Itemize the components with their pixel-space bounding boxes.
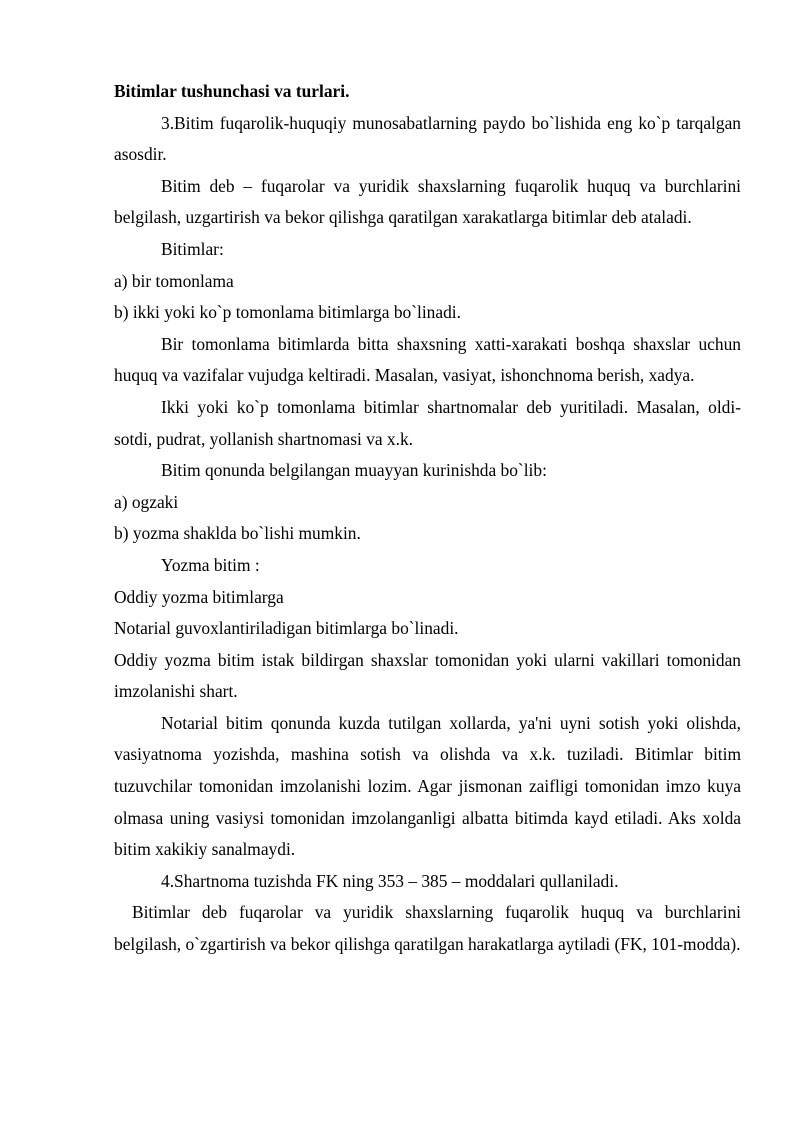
paragraph-1: 3.Bitim fuqarolik-huquqiy munosabatlarning paydo bo`lishida eng ko`p tarqalgan asosdir. — [114, 112, 741, 165]
paragraph-9: Notarial bitim qonunda kuzda tutilgan xollarda, ya'ni uyni sotish yoki olishda, vasiyatnoma yozishda, mashina sotish va olishda va x.k. tuziladi. Bitimlar bitim tuzuvchilar tomonidan imzolanishi lozim. Agar jismonan zaifligi tomonidan imzo kuya olmasa uning vasiysi tomonidan imzolanganligi albatta bitimda kayd etiladi. Aks xolda bitim xakikiy sanalmaydi. — [114, 712, 741, 860]
document-title: Bitimlar tushunchasi va turlari. — [114, 81, 350, 101]
paragraph-3: Bitimlar: — [161, 238, 224, 259]
paragraph-4: Bir tomonlama bitimlarda bitta shaxsning xatti-xarakati boshqa shaxslar uchun huquq va vazifalar vujudga keltiradi. Masalan, vasiyat, ishonchnoma berish, xadya. — [114, 333, 741, 386]
document-page — [114, 76, 741, 961]
list-item-a-oral: a) ogzaki — [114, 491, 179, 512]
paragraph-8: Oddiy yozma bitim istak bildirgan shaxslar tomonidan yoki ularni vakillari tomonidan imzolanishi shart. — [114, 649, 741, 702]
paragraph-6: Bitim qonunda belgilangan muayyan kurinishda bo`lib: — [161, 460, 547, 481]
paragraph-5: Ikki yoki ko`p tomonlama bitimlar shartnomalar deb yuritiladi. Masalan, oldi-sotdi, pudrat, yollanish shartnomasi va x.k. — [114, 396, 741, 449]
paragraph-11: Bitimlar deb fuqarolar va yuridik shaxslarning fuqarolik huquq va burchlarini belgilash, o`zgartirish va bekor qilishga qaratilgan harakatlarga aytiladi (FK, 101-modda). — [114, 902, 741, 955]
list-item-simple: Oddiy yozma bitimlarga — [114, 586, 284, 607]
paragraph-7: Yozma bitim : — [161, 554, 260, 575]
list-item-b: b) ikki yoki ko`p tomonlama bitimlarga bo`linadi. — [114, 302, 461, 323]
list-item-b-written: b) yozma shaklda bo`lishi mumkin. — [114, 523, 361, 544]
list-item-a: a) bir tomonlama — [114, 270, 234, 291]
paragraph-2: Bitim deb – fuqarolar va yuridik shaxslarning fuqarolik huquq va burchlarini belgilash, uzgartirish va bekor qilishga qaratilgan xarakatlarga bitimlar deb ataladi. — [114, 175, 741, 228]
paragraph-10: 4.Shartnoma tuzishda FK ning 353 – 385 – moddalari qullaniladi. — [161, 870, 619, 891]
list-item-notarial: Notarial guvoxlantiriladigan bitimlarga bo`linadi. — [114, 618, 459, 639]
